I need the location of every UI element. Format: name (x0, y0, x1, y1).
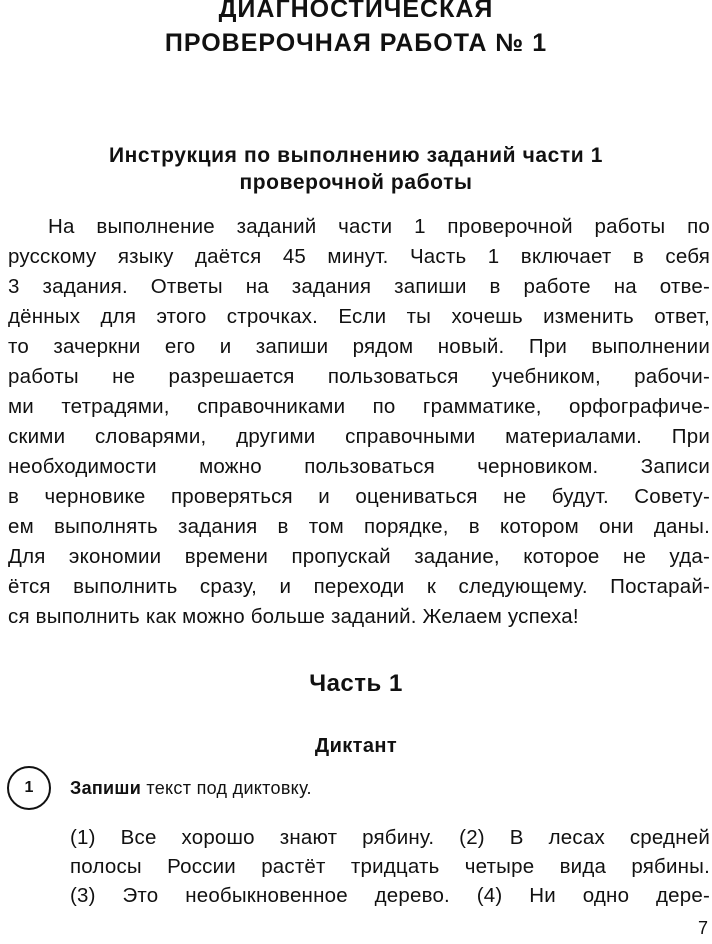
task-number-badge: 1 (7, 766, 51, 810)
text-line: Для экономии времени пропускай задание, которое не уда- (8, 545, 710, 568)
instructions-heading-line-1: Инструкция по выполнению заданий части 1 (108, 144, 604, 167)
page-title-line-2: ПРОВЕРОЧНАЯ РАБОТА № 1 (164, 29, 548, 57)
text-line: ся выполнить как можно больше заданий. Желаем успеха! (8, 605, 579, 628)
dictation-line: (1) Все хорошо знают рябину. (2) В лесах средней (70, 826, 710, 849)
text-line: необходимости можно пользоваться черновиком. Записи (8, 455, 710, 478)
text-line: работы не разрешается пользоваться учебником, рабочи- (8, 365, 710, 388)
task-instruction (70, 778, 312, 799)
text-line: в черновике проверяться и оцениваться не будут. Совету- (8, 485, 710, 508)
dictation-line: полосы России растёт тридцать четыре вида рябины. (70, 855, 710, 878)
dictation-line: (3) Это необыкновенное дерево. (4) Ни одно дере- (70, 884, 710, 907)
text-line: русскому языку даётся 45 минут. Часть 1 включает в себя (8, 245, 710, 268)
instructions-heading-line-2: проверочной работы (239, 171, 473, 194)
text-line: дённых для этого строчках. Если ты хочешь изменить ответ, (8, 305, 710, 328)
text-line: ми тетрадями, справочниками по грамматике, орфографиче- (8, 395, 710, 418)
text-line: скими словарями, другими справочными материалами. При (8, 425, 710, 448)
text-line: 3 задания. Ответы на задания запиши в работе на отве- (8, 275, 710, 298)
text-line: ётся выполнить сразу, и переходи к следующему. Постарай- (8, 575, 710, 598)
part-title: Часть 1 (309, 670, 403, 697)
task-instruction-verb: Запиши (70, 778, 142, 798)
task-instruction-rest: текст под диктовку. (141, 778, 312, 798)
text-line: то зачеркни его и запиши рядом новый. При выполнении (8, 335, 710, 358)
section-title: Диктант (314, 735, 398, 757)
text-line: На выполнение заданий части 1 проверочной работы по (48, 215, 710, 238)
page-title-line-1: ДИАГНОСТИЧЕСКАЯ (218, 0, 494, 23)
text-line: ем выполнять задания в том порядке, в котором они даны. (8, 515, 710, 538)
page-number: 7 (697, 918, 708, 938)
